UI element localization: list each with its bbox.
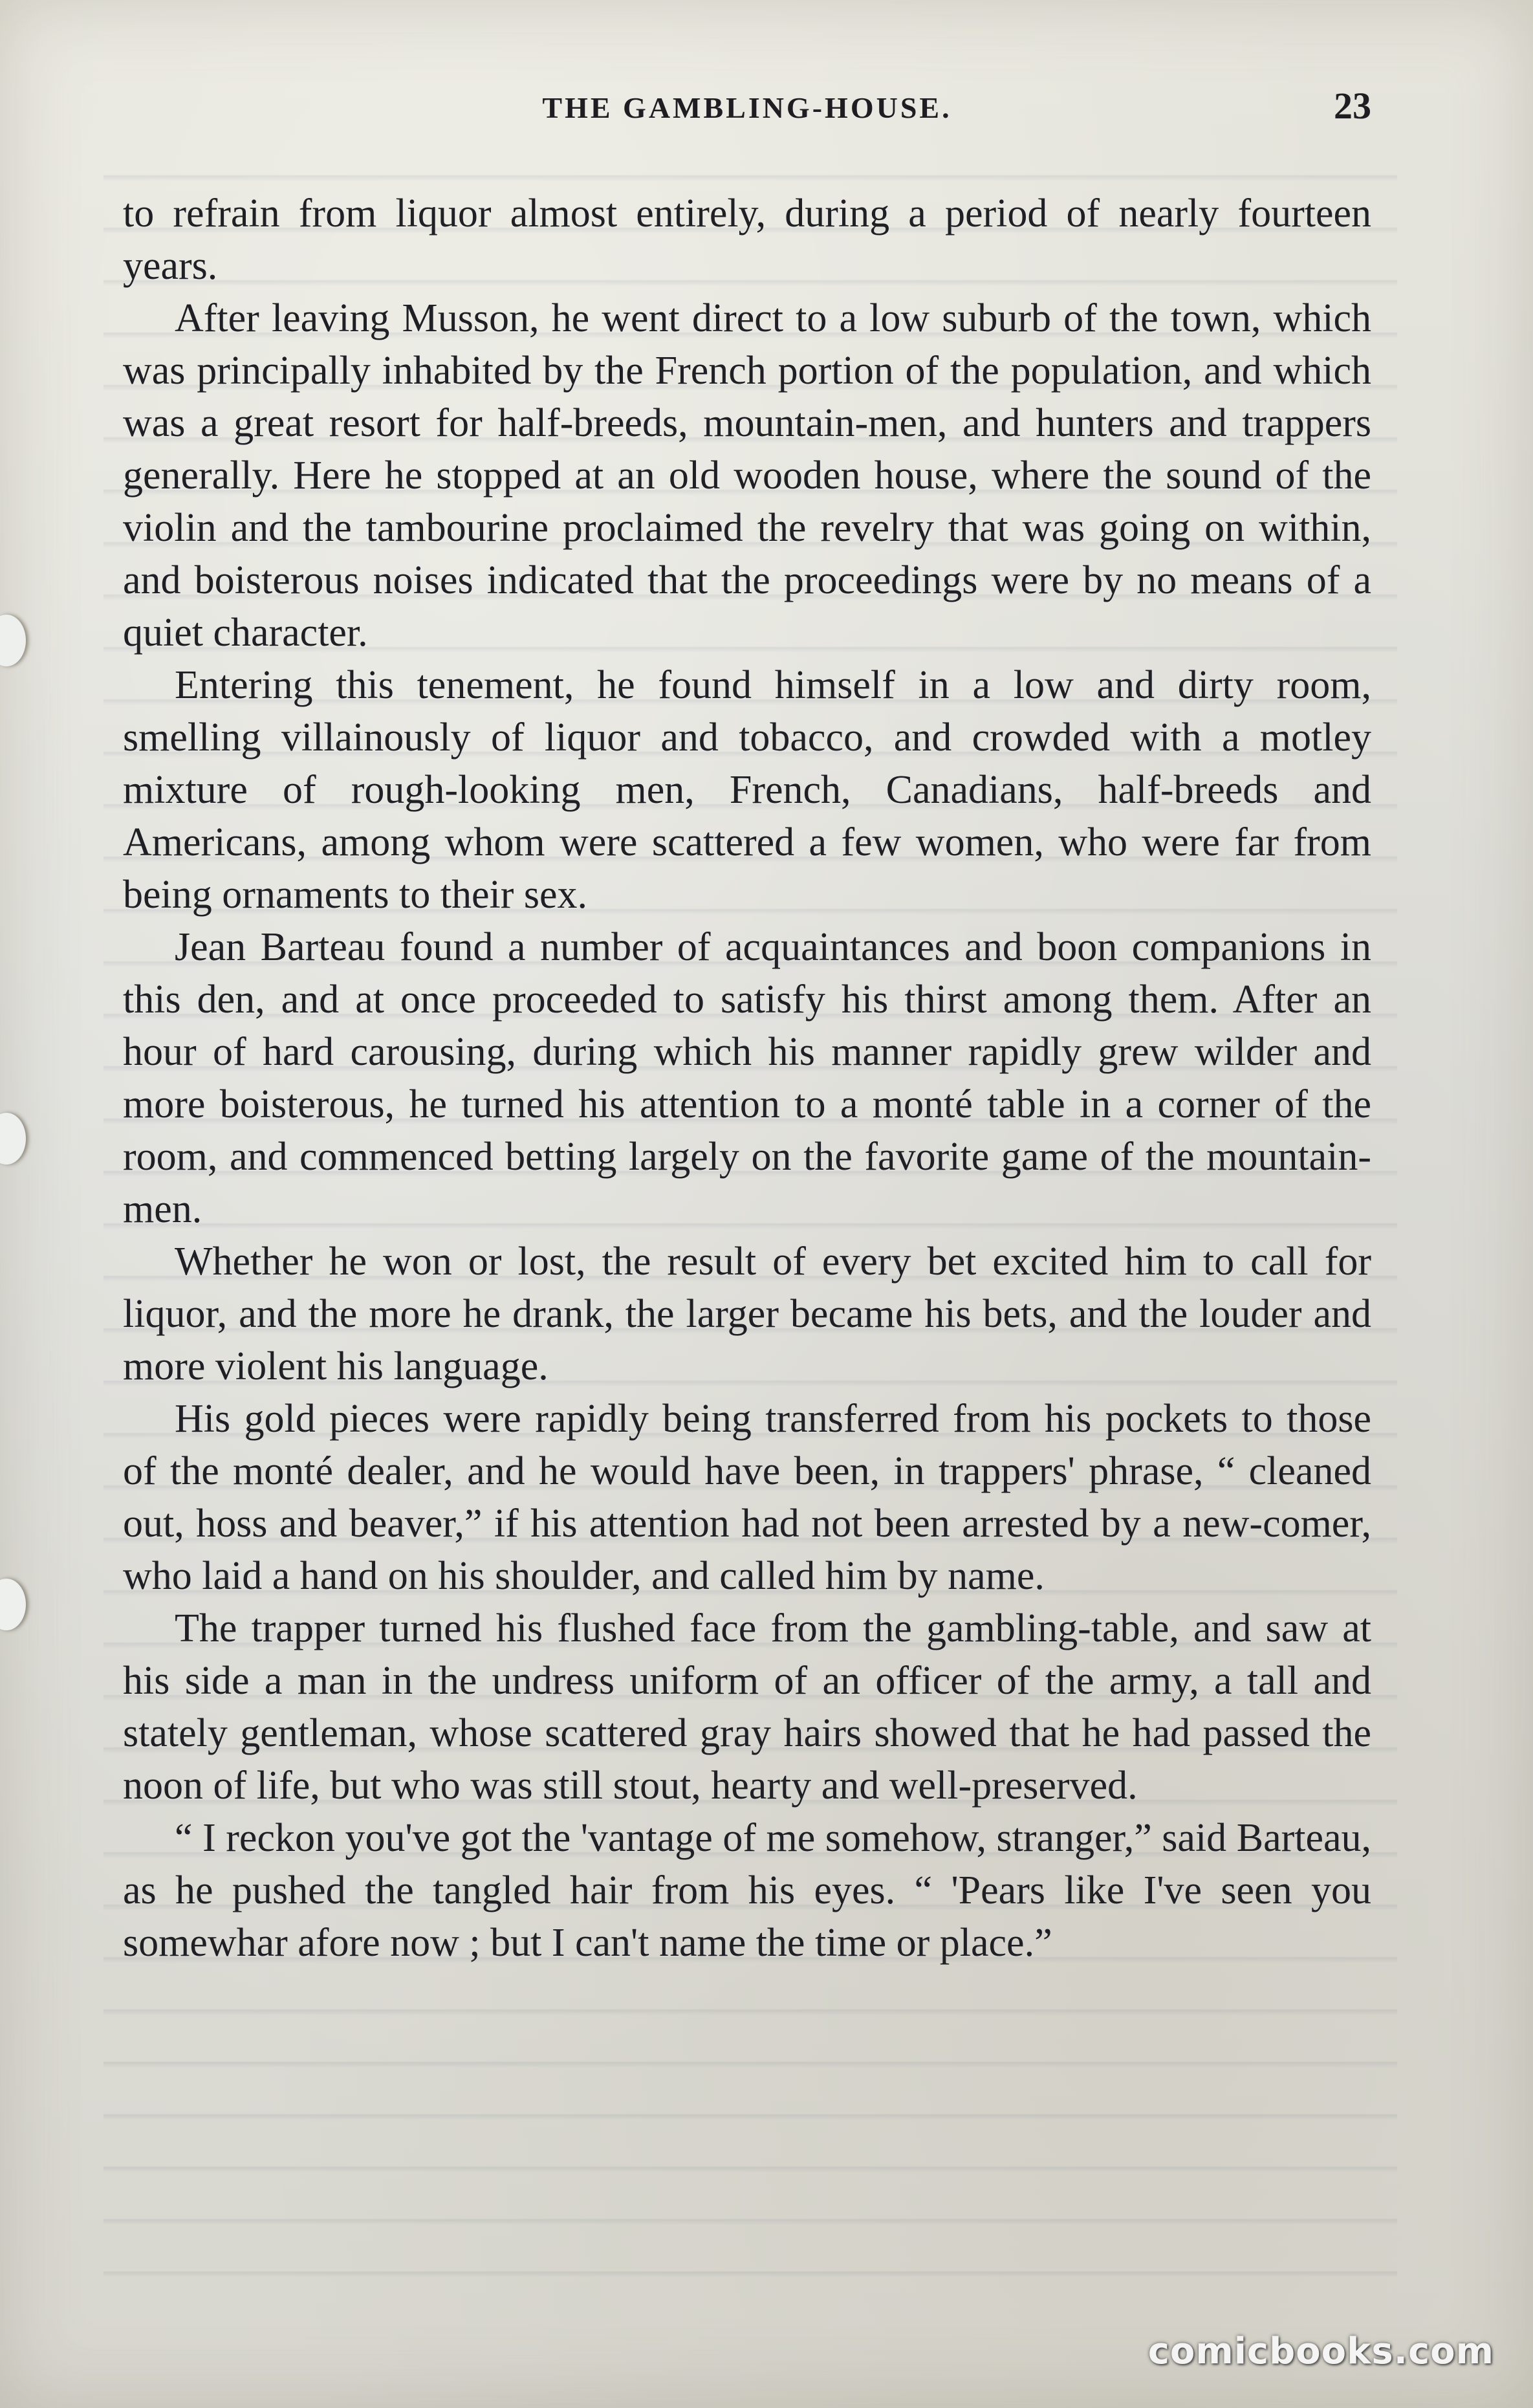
paragraph: Jean Barteau found a number of acquaintances and boon companions in this den, and at once proceeded to satisfy his thirst among them. After an hour of hard carousing, during which his manner rapidly grew wilder and more boisterous, he turned his attention to a monté table in a corner of the room, and commenced betting largely on the favorite game of the mountain-men. bbox=[123, 925, 1371, 1231]
paragraph: Whether he won or lost, the result of every bet excited him to call for liquor, and the more he drank, the larger became his bets, and the louder and more violent his language. bbox=[123, 1240, 1371, 1388]
paragraph: His gold pieces were rapidly being transferred from his pockets to those of the monté dealer, and he would have been, in trappers' phrase, “ cleaned out, hoss and beaver,” if his attention had not been arrested by a new-comer, who laid a hand on his shoulder, and called him by name. bbox=[123, 1397, 1371, 1598]
paragraph: Entering this tenement, he found himself in a low and dirty room, smelling villainously of liquor and tobacco, and crowded with a motley mixture of rough-looking men, French, Canadians, half-breeds and Americans, among whom were scattered a few women, who were far from being ornaments to their sex. bbox=[123, 663, 1371, 917]
binding-hole bbox=[0, 615, 26, 666]
paragraph: “ I reckon you've got the 'vantage of me somehow, stranger,” said Barteau, as he pushed the tangled hair from his eyes. “ 'Pears like I've seen you somewhar afore now ; but I can't name the time or place.” bbox=[123, 1816, 1371, 1965]
page-header bbox=[123, 84, 1371, 142]
paragraph: After leaving Musson, he went direct to a low suburb of the town, which was principally inhabited by the French portion of the population, and which was a great resort for half-breeds, mountain-men, and hunters and trappers generally. Here he stopped at an old wooden house, where the sound of the violin and the tambourine proclaimed the revelry that was going on within, and boisterous noises indicated that the proceedings were by no means of a quiet character. bbox=[123, 296, 1371, 655]
binding-hole bbox=[0, 1113, 26, 1165]
running-title: THE GAMBLING-HOUSE. bbox=[542, 91, 952, 124]
page-number: 23 bbox=[1334, 85, 1371, 127]
paragraph: The trapper turned his flushed face from the gambling-table, and saw at his side a man in the undress uniform of an officer of the army, a tall and stately gentleman, whose scattered gray hairs showed that he had passed the noon of life, but who was still stout, hearty and well-preserved. bbox=[123, 1606, 1371, 1808]
paragraph: to refrain from liquor almost entirely, during a period of nearly fourteen years. bbox=[123, 192, 1371, 288]
watermark: comicbooks.com bbox=[1147, 2330, 1494, 2372]
binding-hole bbox=[0, 1579, 26, 1630]
body-text bbox=[123, 188, 1371, 1969]
